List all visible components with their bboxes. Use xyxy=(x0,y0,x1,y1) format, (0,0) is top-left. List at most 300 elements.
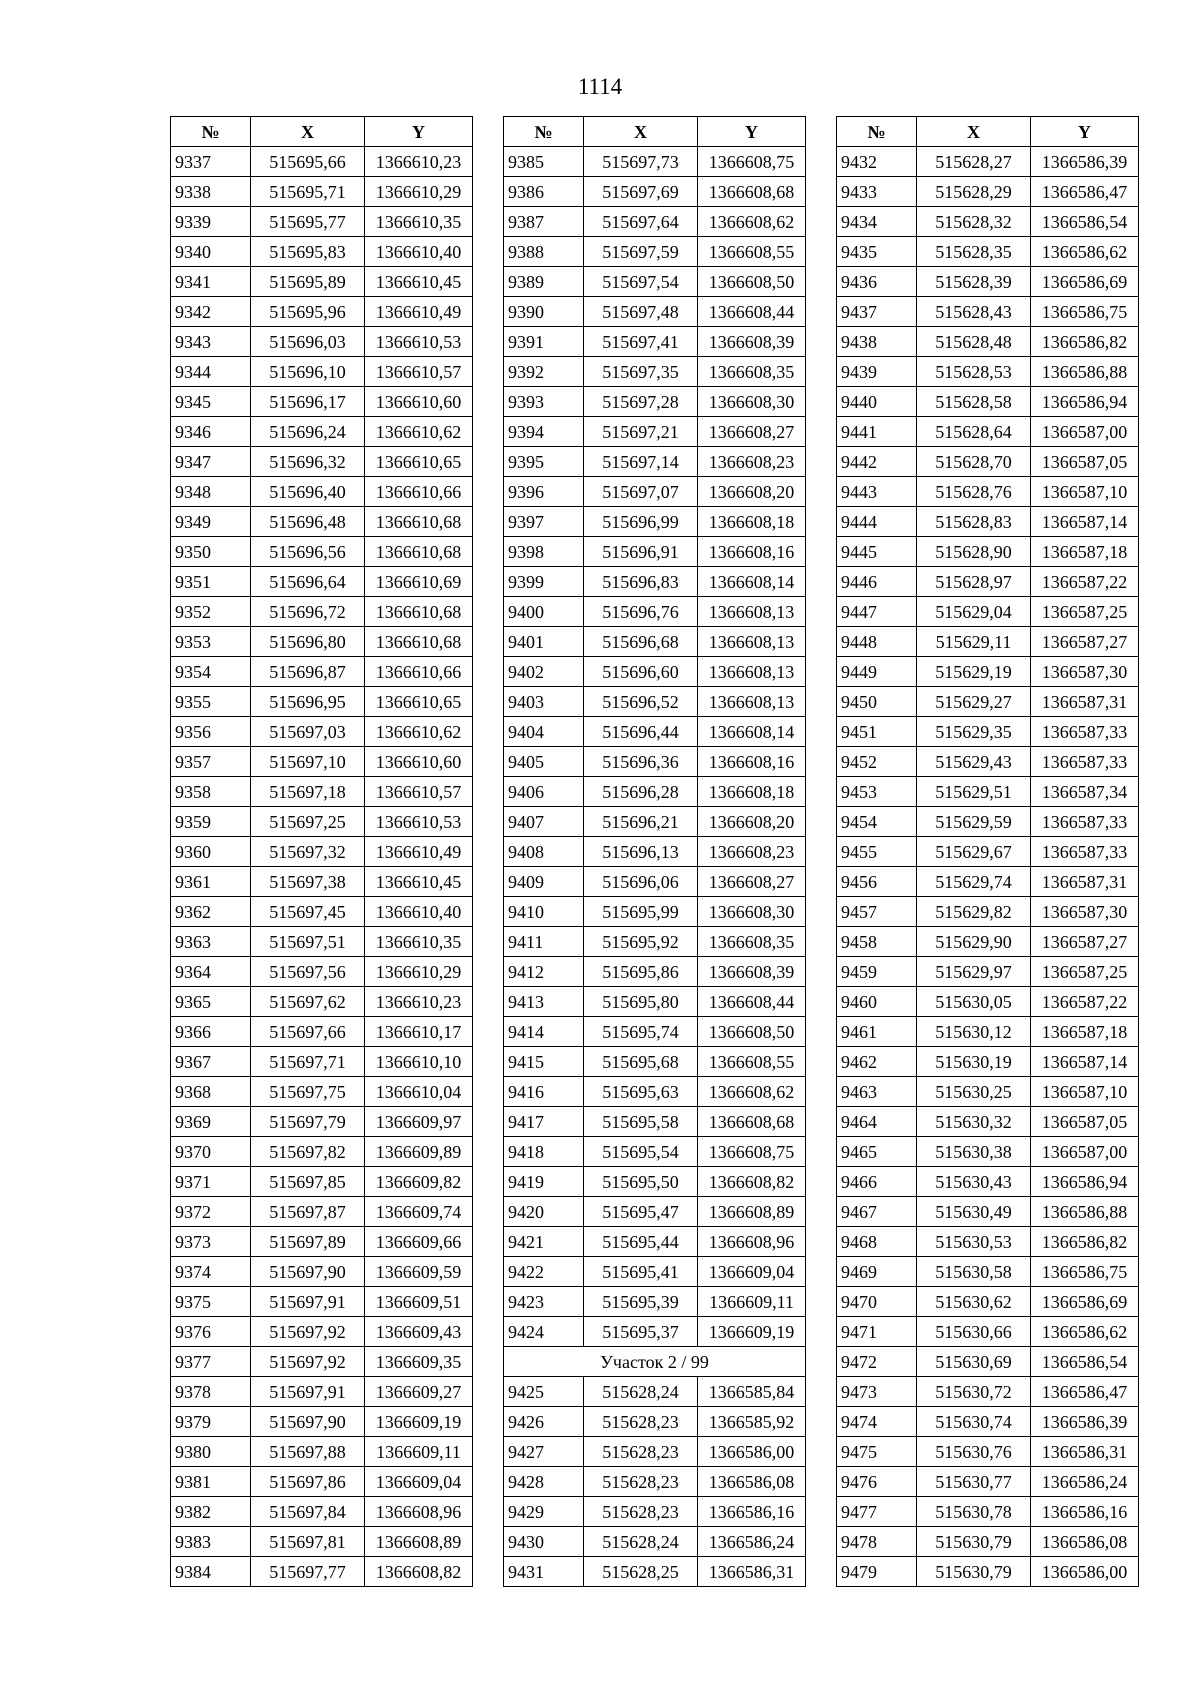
point-number-cell: 9348 xyxy=(171,477,251,507)
table-row xyxy=(837,1437,1139,1467)
x-coordinate-cell: 515697,91 xyxy=(251,1287,365,1317)
x-coordinate-cell: 515697,82 xyxy=(251,1137,365,1167)
x-coordinate-cell: 515697,91 xyxy=(251,1377,365,1407)
y-coordinate-cell: 1366586,31 xyxy=(1031,1437,1139,1467)
table-row xyxy=(171,1347,473,1377)
point-number-cell: 9426 xyxy=(504,1407,584,1437)
table-row xyxy=(504,387,806,417)
point-number-cell: 9339 xyxy=(171,207,251,237)
x-coordinate-cell: 515628,35 xyxy=(917,237,1031,267)
x-coordinate-cell: 515628,90 xyxy=(917,537,1031,567)
x-coordinate-cell: 515697,90 xyxy=(251,1257,365,1287)
y-coordinate-cell: 1366608,62 xyxy=(698,207,806,237)
point-number-cell: 9401 xyxy=(504,627,584,657)
table-row xyxy=(837,537,1139,567)
x-coordinate-cell: 515630,05 xyxy=(917,987,1031,1017)
table-row xyxy=(504,957,806,987)
point-number-cell: 9365 xyxy=(171,987,251,1017)
x-coordinate-cell: 515628,32 xyxy=(917,207,1031,237)
x-coordinate-cell: 515630,62 xyxy=(917,1287,1031,1317)
y-coordinate-cell: 1366609,74 xyxy=(365,1197,473,1227)
x-coordinate-cell: 515697,21 xyxy=(584,417,698,447)
point-number-cell: 9369 xyxy=(171,1107,251,1137)
table-row xyxy=(171,1017,473,1047)
x-coordinate-cell: 515697,84 xyxy=(251,1497,365,1527)
x-coordinate-cell: 515697,03 xyxy=(251,717,365,747)
x-coordinate-cell: 515628,76 xyxy=(917,477,1031,507)
y-coordinate-cell: 1366586,62 xyxy=(1031,1317,1139,1347)
y-coordinate-cell: 1366610,45 xyxy=(365,267,473,297)
x-coordinate-cell: 515696,91 xyxy=(584,537,698,567)
x-coordinate-cell: 515628,29 xyxy=(917,177,1031,207)
point-number-cell: 9420 xyxy=(504,1197,584,1227)
point-number-cell: 9428 xyxy=(504,1467,584,1497)
point-number-cell: 9410 xyxy=(504,897,584,927)
point-number-cell: 9430 xyxy=(504,1527,584,1557)
table-row xyxy=(504,1257,806,1287)
table-row xyxy=(837,567,1139,597)
point-number-cell: 9382 xyxy=(171,1497,251,1527)
table-row xyxy=(837,1287,1139,1317)
x-coordinate-cell: 515696,28 xyxy=(584,777,698,807)
point-number-cell: 9443 xyxy=(837,477,917,507)
table-row xyxy=(504,417,806,447)
table-row xyxy=(171,747,473,777)
table-row xyxy=(837,327,1139,357)
point-number-cell: 9398 xyxy=(504,537,584,567)
table-row xyxy=(171,717,473,747)
point-number-cell: 9340 xyxy=(171,237,251,267)
y-coordinate-cell: 1366608,20 xyxy=(698,477,806,507)
point-number-cell: 9454 xyxy=(837,807,917,837)
x-coordinate-cell: 515630,79 xyxy=(917,1527,1031,1557)
table-row xyxy=(837,267,1139,297)
table-row xyxy=(837,1197,1139,1227)
table-row xyxy=(504,627,806,657)
point-number-cell: 9433 xyxy=(837,177,917,207)
table-row xyxy=(171,1407,473,1437)
table-row xyxy=(504,1227,806,1257)
point-number-cell: 9403 xyxy=(504,687,584,717)
table-row xyxy=(504,1407,806,1437)
table-row xyxy=(837,717,1139,747)
y-coordinate-cell: 1366586,00 xyxy=(1031,1557,1139,1587)
x-coordinate-cell: 515630,12 xyxy=(917,1017,1031,1047)
point-number-cell: 9373 xyxy=(171,1227,251,1257)
point-number-cell: 9419 xyxy=(504,1167,584,1197)
x-coordinate-cell: 515696,68 xyxy=(584,627,698,657)
table-row xyxy=(504,657,806,687)
y-coordinate-cell: 1366608,89 xyxy=(365,1527,473,1557)
y-coordinate-cell: 1366608,13 xyxy=(698,657,806,687)
x-coordinate-cell: 515697,88 xyxy=(251,1437,365,1467)
table-row xyxy=(171,987,473,1017)
y-coordinate-cell: 1366608,82 xyxy=(698,1167,806,1197)
y-coordinate-cell: 1366608,18 xyxy=(698,507,806,537)
table-row xyxy=(504,687,806,717)
x-coordinate-cell: 515696,40 xyxy=(251,477,365,507)
point-number-cell: 9390 xyxy=(504,297,584,327)
point-number-cell: 9338 xyxy=(171,177,251,207)
y-coordinate-cell: 1366610,65 xyxy=(365,447,473,477)
table-row xyxy=(504,1557,806,1587)
y-coordinate-cell: 1366608,16 xyxy=(698,537,806,567)
y-coordinate-cell: 1366608,35 xyxy=(698,927,806,957)
table-row xyxy=(504,747,806,777)
table-row xyxy=(837,627,1139,657)
y-coordinate-cell: 1366609,19 xyxy=(365,1407,473,1437)
table-row xyxy=(837,477,1139,507)
point-number-cell: 9470 xyxy=(837,1287,917,1317)
table-row xyxy=(504,147,806,177)
y-coordinate-cell: 1366610,49 xyxy=(365,297,473,327)
header-x: X xyxy=(251,117,365,147)
point-number-cell: 9479 xyxy=(837,1557,917,1587)
point-number-cell: 9356 xyxy=(171,717,251,747)
point-number-cell: 9462 xyxy=(837,1047,917,1077)
table-row xyxy=(504,327,806,357)
y-coordinate-cell: 1366608,13 xyxy=(698,687,806,717)
table-row xyxy=(837,1047,1139,1077)
table-row xyxy=(837,1527,1139,1557)
x-coordinate-cell: 515628,58 xyxy=(917,387,1031,417)
x-coordinate-cell: 515697,92 xyxy=(251,1317,365,1347)
point-number-cell: 9358 xyxy=(171,777,251,807)
y-coordinate-cell: 1366608,13 xyxy=(698,597,806,627)
y-coordinate-cell: 1366610,40 xyxy=(365,897,473,927)
y-coordinate-cell: 1366608,68 xyxy=(698,1107,806,1137)
table-row xyxy=(504,567,806,597)
point-number-cell: 9415 xyxy=(504,1047,584,1077)
x-coordinate-cell: 515696,56 xyxy=(251,537,365,567)
y-coordinate-cell: 1366587,22 xyxy=(1031,987,1139,1017)
y-coordinate-cell: 1366608,44 xyxy=(698,987,806,1017)
point-number-cell: 9355 xyxy=(171,687,251,717)
table-row xyxy=(171,1077,473,1107)
point-number-cell: 9351 xyxy=(171,567,251,597)
table-row xyxy=(171,507,473,537)
x-coordinate-cell: 515696,03 xyxy=(251,327,365,357)
y-coordinate-cell: 1366608,75 xyxy=(698,1137,806,1167)
x-coordinate-cell: 515695,47 xyxy=(584,1197,698,1227)
x-coordinate-cell: 515630,32 xyxy=(917,1107,1031,1137)
table-row xyxy=(837,1107,1139,1137)
y-coordinate-cell: 1366586,08 xyxy=(1031,1527,1139,1557)
point-number-cell: 9450 xyxy=(837,687,917,717)
y-coordinate-cell: 1366608,39 xyxy=(698,957,806,987)
y-coordinate-cell: 1366586,47 xyxy=(1031,1377,1139,1407)
x-coordinate-cell: 515695,66 xyxy=(251,147,365,177)
x-coordinate-cell: 515697,07 xyxy=(584,477,698,507)
table-header-row xyxy=(504,117,806,147)
point-number-cell: 9399 xyxy=(504,567,584,597)
y-coordinate-cell: 1366587,34 xyxy=(1031,777,1139,807)
point-number-cell: 9452 xyxy=(837,747,917,777)
x-coordinate-cell: 515696,87 xyxy=(251,657,365,687)
point-number-cell: 9363 xyxy=(171,927,251,957)
table-row xyxy=(837,177,1139,207)
table-row xyxy=(837,1467,1139,1497)
table-row xyxy=(504,1077,806,1107)
point-number-cell: 9464 xyxy=(837,1107,917,1137)
x-coordinate-cell: 515697,75 xyxy=(251,1077,365,1107)
x-coordinate-cell: 515630,58 xyxy=(917,1257,1031,1287)
table-row xyxy=(837,207,1139,237)
point-number-cell: 9413 xyxy=(504,987,584,1017)
x-coordinate-cell: 515696,48 xyxy=(251,507,365,537)
y-coordinate-cell: 1366610,23 xyxy=(365,147,473,177)
y-coordinate-cell: 1366608,18 xyxy=(698,777,806,807)
y-coordinate-cell: 1366608,30 xyxy=(698,387,806,417)
y-coordinate-cell: 1366586,54 xyxy=(1031,1347,1139,1377)
x-coordinate-cell: 515628,23 xyxy=(584,1467,698,1497)
point-number-cell: 9402 xyxy=(504,657,584,687)
x-coordinate-cell: 515696,44 xyxy=(584,717,698,747)
y-coordinate-cell: 1366586,75 xyxy=(1031,297,1139,327)
y-coordinate-cell: 1366585,92 xyxy=(698,1407,806,1437)
point-number-cell: 9354 xyxy=(171,657,251,687)
y-coordinate-cell: 1366608,89 xyxy=(698,1197,806,1227)
x-coordinate-cell: 515695,39 xyxy=(584,1287,698,1317)
table-row xyxy=(504,1467,806,1497)
point-number-cell: 9422 xyxy=(504,1257,584,1287)
y-coordinate-cell: 1366609,89 xyxy=(365,1137,473,1167)
y-coordinate-cell: 1366586,39 xyxy=(1031,147,1139,177)
x-coordinate-cell: 515629,97 xyxy=(917,957,1031,987)
y-coordinate-cell: 1366586,16 xyxy=(698,1497,806,1527)
x-coordinate-cell: 515629,90 xyxy=(917,927,1031,957)
y-coordinate-cell: 1366587,27 xyxy=(1031,627,1139,657)
table-header-row xyxy=(171,117,473,147)
point-number-cell: 9370 xyxy=(171,1137,251,1167)
x-coordinate-cell: 515629,51 xyxy=(917,777,1031,807)
header-x: X xyxy=(584,117,698,147)
x-coordinate-cell: 515697,56 xyxy=(251,957,365,987)
x-coordinate-cell: 515697,45 xyxy=(251,897,365,927)
x-coordinate-cell: 515696,80 xyxy=(251,627,365,657)
y-coordinate-cell: 1366610,68 xyxy=(365,507,473,537)
table-row xyxy=(504,237,806,267)
y-coordinate-cell: 1366608,30 xyxy=(698,897,806,927)
point-number-cell: 9344 xyxy=(171,357,251,387)
x-coordinate-cell: 515697,77 xyxy=(251,1557,365,1587)
point-number-cell: 9396 xyxy=(504,477,584,507)
table-row xyxy=(837,357,1139,387)
y-coordinate-cell: 1366586,39 xyxy=(1031,1407,1139,1437)
table-row xyxy=(504,1287,806,1317)
table-row xyxy=(171,657,473,687)
y-coordinate-cell: 1366586,62 xyxy=(1031,237,1139,267)
x-coordinate-cell: 515695,54 xyxy=(584,1137,698,1167)
y-coordinate-cell: 1366586,24 xyxy=(1031,1467,1139,1497)
table-row xyxy=(171,237,473,267)
y-coordinate-cell: 1366608,62 xyxy=(698,1077,806,1107)
point-number-cell: 9361 xyxy=(171,867,251,897)
y-coordinate-cell: 1366610,17 xyxy=(365,1017,473,1047)
table-row xyxy=(837,1317,1139,1347)
y-coordinate-cell: 1366609,51 xyxy=(365,1287,473,1317)
point-number-cell: 9465 xyxy=(837,1137,917,1167)
header-x: X xyxy=(917,117,1031,147)
y-coordinate-cell: 1366586,24 xyxy=(698,1527,806,1557)
point-number-cell: 9404 xyxy=(504,717,584,747)
table-row xyxy=(171,207,473,237)
y-coordinate-cell: 1366610,60 xyxy=(365,747,473,777)
x-coordinate-cell: 515697,51 xyxy=(251,927,365,957)
point-number-cell: 9432 xyxy=(837,147,917,177)
point-number-cell: 9394 xyxy=(504,417,584,447)
y-coordinate-cell: 1366608,50 xyxy=(698,1017,806,1047)
table-row xyxy=(171,417,473,447)
table-row xyxy=(837,417,1139,447)
point-number-cell: 9342 xyxy=(171,297,251,327)
x-coordinate-cell: 515696,10 xyxy=(251,357,365,387)
x-coordinate-cell: 515695,44 xyxy=(584,1227,698,1257)
table-row xyxy=(171,1527,473,1557)
table-row xyxy=(504,297,806,327)
point-number-cell: 9416 xyxy=(504,1077,584,1107)
y-coordinate-cell: 1366608,55 xyxy=(698,1047,806,1077)
y-coordinate-cell: 1366608,20 xyxy=(698,807,806,837)
point-number-cell: 9451 xyxy=(837,717,917,747)
point-number-cell: 9444 xyxy=(837,507,917,537)
x-coordinate-cell: 515697,71 xyxy=(251,1047,365,1077)
table-row xyxy=(171,447,473,477)
point-number-cell: 9477 xyxy=(837,1497,917,1527)
x-coordinate-cell: 515628,39 xyxy=(917,267,1031,297)
x-coordinate-cell: 515629,59 xyxy=(917,807,1031,837)
table-row xyxy=(837,897,1139,927)
x-coordinate-cell: 515628,83 xyxy=(917,507,1031,537)
point-number-cell: 9439 xyxy=(837,357,917,387)
x-coordinate-cell: 515629,11 xyxy=(917,627,1031,657)
y-coordinate-cell: 1366610,35 xyxy=(365,207,473,237)
point-number-cell: 9392 xyxy=(504,357,584,387)
y-coordinate-cell: 1366608,68 xyxy=(698,177,806,207)
point-number-cell: 9386 xyxy=(504,177,584,207)
x-coordinate-cell: 515695,83 xyxy=(251,237,365,267)
point-number-cell: 9353 xyxy=(171,627,251,657)
x-coordinate-cell: 515628,97 xyxy=(917,567,1031,597)
table-row xyxy=(504,1437,806,1467)
table-row xyxy=(504,1377,806,1407)
table-row xyxy=(504,1047,806,1077)
section-title: Участок 2 / 99 xyxy=(504,1347,806,1377)
x-coordinate-cell: 515697,32 xyxy=(251,837,365,867)
y-coordinate-cell: 1366608,75 xyxy=(698,147,806,177)
y-coordinate-cell: 1366610,23 xyxy=(365,987,473,1017)
y-coordinate-cell: 1366609,97 xyxy=(365,1107,473,1137)
table-row xyxy=(837,807,1139,837)
y-coordinate-cell: 1366610,45 xyxy=(365,867,473,897)
y-coordinate-cell: 1366587,33 xyxy=(1031,717,1139,747)
point-number-cell: 9350 xyxy=(171,537,251,567)
y-coordinate-cell: 1366610,62 xyxy=(365,717,473,747)
table-row xyxy=(171,1197,473,1227)
table-row xyxy=(171,777,473,807)
x-coordinate-cell: 515629,82 xyxy=(917,897,1031,927)
y-coordinate-cell: 1366587,30 xyxy=(1031,657,1139,687)
x-coordinate-cell: 515697,69 xyxy=(584,177,698,207)
point-number-cell: 9362 xyxy=(171,897,251,927)
table-row xyxy=(504,867,806,897)
table-row xyxy=(837,237,1139,267)
table-row xyxy=(837,687,1139,717)
point-number-cell: 9347 xyxy=(171,447,251,477)
y-coordinate-cell: 1366587,27 xyxy=(1031,927,1139,957)
table-row xyxy=(837,507,1139,537)
table-row xyxy=(837,1137,1139,1167)
point-number-cell: 9471 xyxy=(837,1317,917,1347)
y-coordinate-cell: 1366587,30 xyxy=(1031,897,1139,927)
point-number-cell: 9389 xyxy=(504,267,584,297)
table-row xyxy=(171,1467,473,1497)
section-row xyxy=(504,1347,806,1377)
table-row xyxy=(504,447,806,477)
table-row xyxy=(171,477,473,507)
table-row xyxy=(837,597,1139,627)
y-coordinate-cell: 1366609,43 xyxy=(365,1317,473,1347)
point-number-cell: 9437 xyxy=(837,297,917,327)
table-row xyxy=(171,837,473,867)
table-row xyxy=(837,987,1139,1017)
point-number-cell: 9341 xyxy=(171,267,251,297)
x-coordinate-cell: 515629,67 xyxy=(917,837,1031,867)
point-number-cell: 9372 xyxy=(171,1197,251,1227)
point-number-cell: 9478 xyxy=(837,1527,917,1557)
y-coordinate-cell: 1366586,94 xyxy=(1031,387,1139,417)
y-coordinate-cell: 1366586,82 xyxy=(1031,327,1139,357)
point-number-cell: 9436 xyxy=(837,267,917,297)
y-coordinate-cell: 1366610,53 xyxy=(365,327,473,357)
table-row xyxy=(171,267,473,297)
x-coordinate-cell: 515628,24 xyxy=(584,1527,698,1557)
y-coordinate-cell: 1366609,11 xyxy=(698,1287,806,1317)
x-coordinate-cell: 515697,90 xyxy=(251,1407,365,1437)
y-coordinate-cell: 1366587,25 xyxy=(1031,957,1139,987)
point-number-cell: 9468 xyxy=(837,1227,917,1257)
point-number-cell: 9387 xyxy=(504,207,584,237)
point-number-cell: 9431 xyxy=(504,1557,584,1587)
point-number-cell: 9473 xyxy=(837,1377,917,1407)
x-coordinate-cell: 515695,86 xyxy=(584,957,698,987)
x-coordinate-cell: 515697,54 xyxy=(584,267,698,297)
x-coordinate-cell: 515630,53 xyxy=(917,1227,1031,1257)
table-row xyxy=(171,147,473,177)
table-row xyxy=(171,1497,473,1527)
y-coordinate-cell: 1366608,16 xyxy=(698,747,806,777)
table-row xyxy=(837,747,1139,777)
y-coordinate-cell: 1366610,60 xyxy=(365,387,473,417)
table-row xyxy=(504,1107,806,1137)
x-coordinate-cell: 515697,79 xyxy=(251,1107,365,1137)
y-coordinate-cell: 1366608,44 xyxy=(698,297,806,327)
table-row xyxy=(837,957,1139,987)
table-row xyxy=(504,507,806,537)
x-coordinate-cell: 515628,43 xyxy=(917,297,1031,327)
table-row xyxy=(837,1227,1139,1257)
point-number-cell: 9442 xyxy=(837,447,917,477)
table-row xyxy=(837,387,1139,417)
table-row xyxy=(837,1167,1139,1197)
x-coordinate-cell: 515630,38 xyxy=(917,1137,1031,1167)
x-coordinate-cell: 515697,89 xyxy=(251,1227,365,1257)
point-number-cell: 9435 xyxy=(837,237,917,267)
point-number-cell: 9425 xyxy=(504,1377,584,1407)
point-number-cell: 9456 xyxy=(837,867,917,897)
y-coordinate-cell: 1366585,84 xyxy=(698,1377,806,1407)
x-coordinate-cell: 515629,43 xyxy=(917,747,1031,777)
